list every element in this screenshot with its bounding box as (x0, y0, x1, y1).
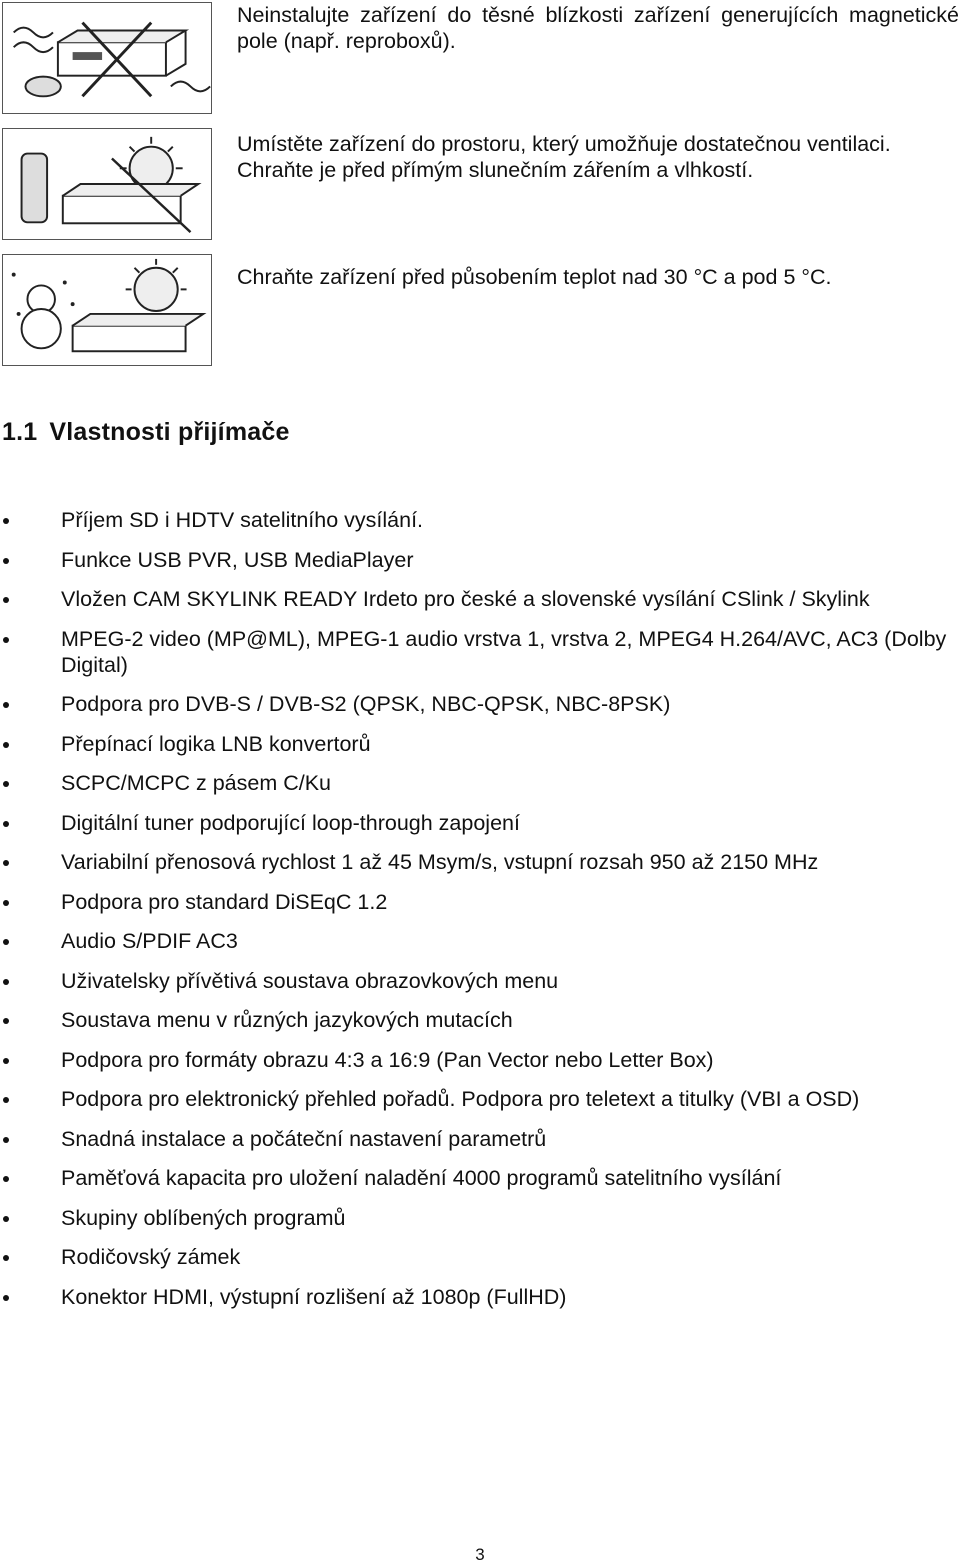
list-item: Podpora pro formáty obrazu 4:3 a 16:9 (Pan Vector nebo Letter Box) (0, 1047, 960, 1073)
bullet-icon (3, 637, 9, 643)
list-item: Skupiny oblíbených programů (0, 1205, 960, 1231)
bullet-icon (3, 742, 9, 748)
list-item: Funkce USB PVR, USB MediaPlayer (0, 547, 960, 573)
bullet-icon (3, 1097, 9, 1103)
bullet-icon (3, 821, 9, 827)
list-item: Příjem SD i HDTV satelitního vysílání. (0, 507, 960, 533)
list-item: Digitální tuner podporující loop-through zapojení (0, 810, 960, 836)
list-item: Uživatelsky přívětivá soustava obrazovkových menu (0, 968, 960, 994)
list-item: Rodičovský zámek (0, 1244, 960, 1270)
warning-text: Chraňte zařízení před působením teplot nad 30 °C a pod 5 °C. (237, 265, 832, 289)
list-item: Audio S/PDIF AC3 (0, 928, 960, 954)
bullet-icon (3, 1137, 9, 1143)
list-item: Snadná instalace a počáteční nastavení parametrů (0, 1126, 960, 1152)
warning-text: Umístěte zařízení do prostoru, který umožňuje dostatečnou ventilaci. Chraňte je před přímým slunečním zářením a vlhkostí. (237, 132, 891, 182)
feature-list (0, 507, 960, 1323)
bullet-icon (3, 1216, 9, 1222)
list-item: MPEG-2 video (MP@ML), MPEG-1 audio vrstva 1, vrstva 2, MPEG4 H.264/AVC, AC3 (Dolby Digital) (0, 626, 960, 678)
warning-text: Neinstalujte zařízení do těsné blízkosti zařízení generujících magnetické pole (např. reproboxů). (237, 3, 959, 53)
section-title: Vlastnosti přijímače (49, 418, 290, 446)
list-item: SCPC/MCPC z pásem C/Ku (0, 770, 960, 796)
bullet-icon (3, 900, 9, 906)
list-item: Podpora pro elektronický přehled pořadů. Podpora pro teletext a titulky (VBI a OSD) (0, 1086, 960, 1112)
list-item: Konektor HDMI, výstupní rozlišení až 1080p (FullHD) (0, 1284, 960, 1310)
list-item: Podpora pro standard DiSEqC 1.2 (0, 889, 960, 915)
section-number: 1.1 (2, 418, 38, 446)
bullet-icon (3, 1295, 9, 1301)
page-number: 3 (475, 1545, 485, 1564)
list-item: Soustava menu v různých jazykových mutacích (0, 1007, 960, 1033)
bullet-icon (3, 702, 9, 708)
list-item: Vložen CAM SKYLINK READY Irdeto pro české a slovenské vysílání CSlink / Skylink (0, 586, 960, 612)
bullet-icon (3, 1176, 9, 1182)
bullet-icon (3, 939, 9, 945)
list-item: Variabilní přenosová rychlost 1 až 45 Msym/s, vstupní rozsah 950 až 2150 MHz (0, 849, 960, 875)
bullet-icon (3, 1058, 9, 1064)
bullet-icon (3, 1018, 9, 1024)
list-item: Paměťová kapacita pro uložení naladění 4000 programů satelitního vysílání (0, 1165, 960, 1191)
bullet-icon (3, 1255, 9, 1261)
section-heading (2, 418, 290, 447)
bullet-icon (3, 979, 9, 985)
list-item: Podpora pro DVB-S / DVB-S2 (QPSK, NBC-QPSK, NBC-8PSK) (0, 691, 960, 717)
temperature-warning-icon (2, 254, 212, 366)
bullet-icon (3, 597, 9, 603)
bullet-icon (3, 518, 9, 524)
list-item: Přepínací logika LNB konvertorů (0, 731, 960, 757)
bullet-icon (3, 558, 9, 564)
magnetic-field-warning-icon (2, 2, 212, 114)
bullet-icon (3, 781, 9, 787)
bullet-icon (3, 860, 9, 866)
sun-moisture-warning-icon (2, 128, 212, 240)
